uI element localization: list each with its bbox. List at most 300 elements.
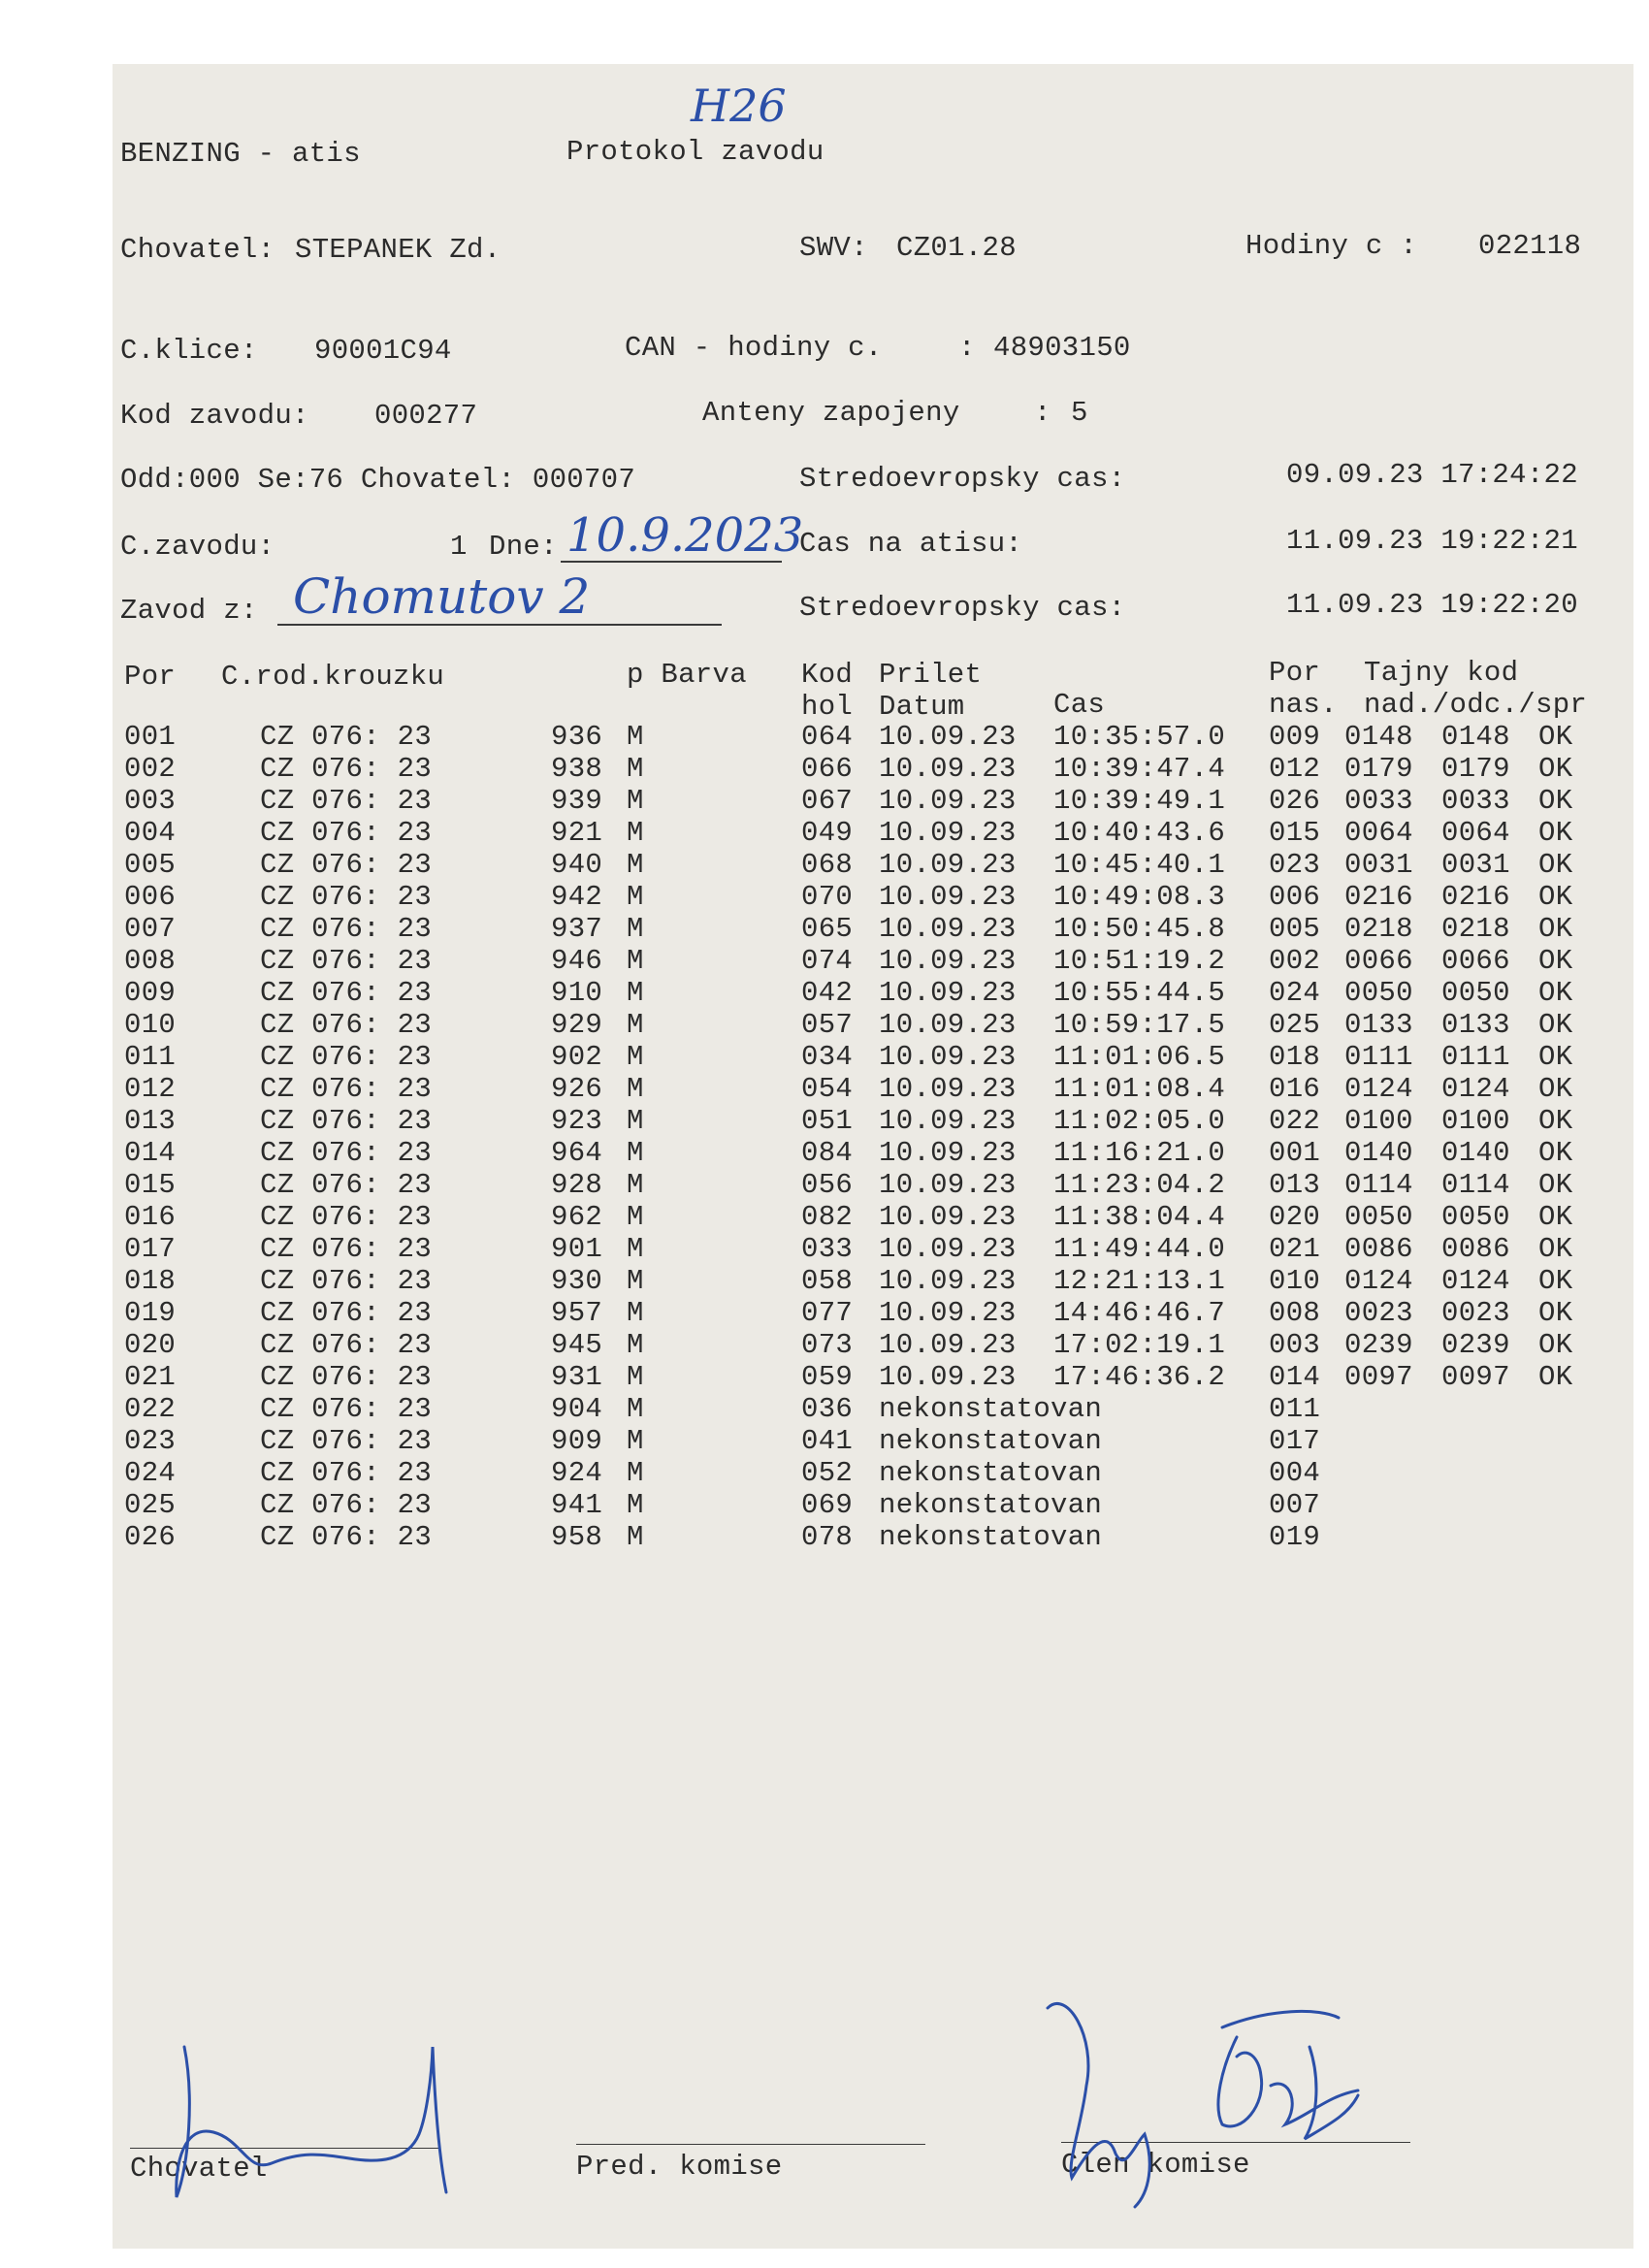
cell-code-nad: 0114	[1344, 1169, 1413, 1201]
cell-code-nad: 0124	[1344, 1073, 1413, 1105]
cell-ring: CZ 076: 23	[260, 785, 433, 817]
cell-ring-number: 924	[551, 1457, 603, 1489]
cell-sex: M	[627, 977, 644, 1009]
cell-sex: M	[627, 1137, 644, 1169]
cell-por: 018	[124, 1265, 177, 1297]
cell-kod-hol: 082	[801, 1201, 854, 1233]
cell-sex: M	[627, 817, 644, 849]
table-row	[0, 915, 1649, 947]
cell-por-nas: 013	[1269, 1169, 1321, 1201]
cell-ring-number: 902	[551, 1041, 603, 1073]
col-header-kod-hol: Kod hol	[801, 659, 854, 723]
date-underline	[561, 561, 782, 563]
cell-code-nad: 0239	[1344, 1329, 1413, 1361]
cell-code-spr: OK	[1538, 785, 1573, 817]
cell-code-odc: 0179	[1441, 753, 1510, 785]
cell-code-odc: 0033	[1441, 785, 1510, 817]
cell-por: 006	[124, 881, 177, 913]
cell-code-spr: OK	[1538, 1009, 1573, 1041]
cell-code-odc: 0114	[1441, 1169, 1510, 1201]
from-label: Zavod z:	[120, 595, 258, 627]
cell-date: nekonstatovan	[879, 1489, 1103, 1521]
document-title: Protokol zavodu	[566, 136, 824, 168]
cell-ring: CZ 076: 23	[260, 1297, 433, 1329]
cell-date: 10.09.23	[879, 1073, 1017, 1105]
cell-ring-number: 931	[551, 1361, 603, 1393]
cell-date: 10.09.23	[879, 977, 1017, 1009]
cell-ring: CZ 076: 23	[260, 1233, 433, 1265]
cell-ring: CZ 076: 23	[260, 1169, 433, 1201]
cell-date: 10.09.23	[879, 881, 1017, 913]
cell-ring: CZ 076: 23	[260, 849, 433, 881]
cell-por: 002	[124, 753, 177, 785]
cell-kod-hol: 041	[801, 1425, 854, 1457]
cell-por: 020	[124, 1329, 177, 1361]
cell-code-nad: 0086	[1344, 1233, 1413, 1265]
cell-time: 10:39:49.1	[1053, 785, 1226, 817]
cell-por-nas: 020	[1269, 1201, 1321, 1233]
cell-date: 10.09.23	[879, 753, 1017, 785]
cell-code-nad: 0066	[1344, 945, 1413, 977]
clock-value: 022118	[1478, 230, 1582, 262]
cell-code-spr: OK	[1538, 1169, 1573, 1201]
cell-sex: M	[627, 785, 644, 817]
cell-por: 021	[124, 1361, 177, 1393]
cell-date: 10.09.23	[879, 1201, 1017, 1233]
cell-ring-number: 938	[551, 753, 603, 785]
cell-ring: CZ 076: 23	[260, 1009, 433, 1041]
table-row	[0, 1427, 1649, 1459]
cell-ring: CZ 076: 23	[260, 1041, 433, 1073]
antennas-value: 5	[1071, 397, 1088, 429]
cell-kod-hol: 067	[801, 785, 854, 817]
cell-code-odc: 0086	[1441, 1233, 1510, 1265]
cell-ring: CZ 076: 23	[260, 817, 433, 849]
cell-kod-hol: 070	[801, 881, 854, 913]
cell-code-spr: OK	[1538, 1297, 1573, 1329]
cell-por-nas: 003	[1269, 1329, 1321, 1361]
cell-ring: CZ 076: 23	[260, 945, 433, 977]
cell-kod-hol: 077	[801, 1297, 854, 1329]
cell-por: 009	[124, 977, 177, 1009]
cell-por: 007	[124, 913, 177, 945]
cell-por-nas: 025	[1269, 1009, 1321, 1041]
cell-kod-hol: 084	[801, 1137, 854, 1169]
cell-date: 10.09.23	[879, 721, 1017, 753]
cell-ring-number: 928	[551, 1169, 603, 1201]
cell-time: 14:46:46.7	[1053, 1297, 1226, 1329]
cell-ring: CZ 076: 23	[260, 1489, 433, 1521]
cell-sex: M	[627, 721, 644, 753]
cell-ring: CZ 076: 23	[260, 1201, 433, 1233]
cell-code-odc: 0239	[1441, 1329, 1510, 1361]
cell-code-spr: OK	[1538, 1265, 1573, 1297]
cell-date: nekonstatovan	[879, 1425, 1103, 1457]
cell-sex: M	[627, 1105, 644, 1137]
cell-code-odc: 0124	[1441, 1073, 1510, 1105]
cell-code-nad: 0033	[1344, 785, 1413, 817]
cell-sex: M	[627, 1265, 644, 1297]
cell-por: 026	[124, 1521, 177, 1553]
race-code-label: Kod zavodu:	[120, 400, 309, 432]
col-header-p-barva: p Barva	[627, 659, 747, 691]
chairman-signature-line	[576, 2144, 925, 2145]
cell-por: 016	[124, 1201, 177, 1233]
cell-kod-hol: 064	[801, 721, 854, 753]
cell-time: 11:02:05.0	[1053, 1105, 1226, 1137]
table-row	[0, 1235, 1649, 1267]
cell-ring: CZ 076: 23	[260, 753, 433, 785]
cell-time: 10:55:44.5	[1053, 977, 1226, 1009]
cell-por: 019	[124, 1297, 177, 1329]
cell-kod-hol: 036	[801, 1393, 854, 1425]
cell-code-nad: 0133	[1344, 1009, 1413, 1041]
cet2-label: Stredoevropsky cas:	[799, 592, 1126, 624]
cell-code-spr: OK	[1538, 1361, 1573, 1393]
cell-date: nekonstatovan	[879, 1393, 1103, 1425]
cell-ring: CZ 076: 23	[260, 1265, 433, 1297]
cell-kod-hol: 056	[801, 1169, 854, 1201]
cell-sex: M	[627, 753, 644, 785]
cell-code-nad: 0031	[1344, 849, 1413, 881]
antennas-label: Anteny zapojeny	[702, 397, 960, 429]
footer-breeder-label: Chovatel	[130, 2153, 268, 2185]
cell-code-spr: OK	[1538, 977, 1573, 1009]
breeder-name: STEPANEK Zd.	[295, 234, 501, 266]
table-row	[0, 723, 1649, 755]
cell-sex: M	[627, 945, 644, 977]
cell-code-spr: OK	[1538, 817, 1573, 849]
cell-sex: M	[627, 1297, 644, 1329]
cell-code-spr: OK	[1538, 1073, 1573, 1105]
cell-por: 013	[124, 1105, 177, 1137]
cell-time: 17:02:19.1	[1053, 1329, 1226, 1361]
cell-kod-hol: 042	[801, 977, 854, 1009]
cell-sex: M	[627, 1169, 644, 1201]
cell-time: 10:40:43.6	[1053, 817, 1226, 849]
cell-por-nas: 002	[1269, 945, 1321, 977]
cell-code-nad: 0111	[1344, 1041, 1413, 1073]
cell-code-odc: 0148	[1441, 721, 1510, 753]
cell-ring: CZ 076: 23	[260, 1361, 433, 1393]
cell-sex: M	[627, 1073, 644, 1105]
cell-code-spr: OK	[1538, 881, 1573, 913]
cell-por-nas: 018	[1269, 1041, 1321, 1073]
cell-code-odc: 0023	[1441, 1297, 1510, 1329]
cell-por-nas: 014	[1269, 1361, 1321, 1393]
cell-date: nekonstatovan	[879, 1521, 1103, 1553]
table-row	[0, 1491, 1649, 1523]
cell-ring-number: 937	[551, 913, 603, 945]
cell-time: 11:01:08.4	[1053, 1073, 1226, 1105]
atis-value: 11.09.23 19:22:21	[1286, 525, 1578, 557]
table-row	[0, 787, 1649, 819]
col-header-por: Por	[124, 661, 177, 693]
cell-kod-hol: 073	[801, 1329, 854, 1361]
cell-sex: M	[627, 1201, 644, 1233]
cell-por-nas: 022	[1269, 1105, 1321, 1137]
cell-por-nas: 016	[1269, 1073, 1321, 1105]
cell-por: 014	[124, 1137, 177, 1169]
cell-date: 10.09.23	[879, 945, 1017, 977]
cell-ring: CZ 076: 23	[260, 1521, 433, 1553]
cell-por: 003	[124, 785, 177, 817]
cell-ring: CZ 076: 23	[260, 1329, 433, 1361]
table-row	[0, 1139, 1649, 1171]
cell-ring-number: 930	[551, 1265, 603, 1297]
table-row	[0, 1363, 1649, 1395]
cell-por-nas: 021	[1269, 1233, 1321, 1265]
table-row	[0, 883, 1649, 915]
cell-kod-hol: 054	[801, 1073, 854, 1105]
col-header-cas: Cas	[1053, 689, 1106, 721]
cell-date: 10.09.23	[879, 1009, 1017, 1041]
cell-sex: M	[627, 1489, 644, 1521]
club-line: Odd:000 Se:76 Chovatel: 000707	[120, 464, 636, 496]
cell-ring-number: 946	[551, 945, 603, 977]
cell-time: 10:51:19.2	[1053, 945, 1226, 977]
cell-date: 10.09.23	[879, 1041, 1017, 1073]
table-row	[0, 1011, 1649, 1043]
cell-time: 12:21:13.1	[1053, 1265, 1226, 1297]
cell-code-nad: 0216	[1344, 881, 1413, 913]
cell-code-odc: 0216	[1441, 881, 1510, 913]
cell-ring-number: 936	[551, 721, 603, 753]
cell-por-nas: 006	[1269, 881, 1321, 913]
cell-date: 10.09.23	[879, 1233, 1017, 1265]
cell-time: 10:39:47.4	[1053, 753, 1226, 785]
cet1-value: 09.09.23 17:24:22	[1286, 459, 1578, 491]
cell-por-nas: 024	[1269, 977, 1321, 1009]
cell-date: 10.09.23	[879, 1169, 1017, 1201]
can-value: 48903150	[993, 332, 1131, 364]
cell-code-spr: OK	[1538, 1329, 1573, 1361]
cell-date: 10.09.23	[879, 1297, 1017, 1329]
atis-label: Cas na atisu:	[799, 528, 1023, 560]
cell-code-odc: 0050	[1441, 977, 1510, 1009]
cell-por-nas: 009	[1269, 721, 1321, 753]
clock-label: Hodiny c :	[1245, 230, 1418, 262]
cell-ring: CZ 076: 23	[260, 1105, 433, 1137]
cell-date: 10.09.23	[879, 817, 1017, 849]
antennas-separator: :	[1034, 397, 1051, 429]
table-row	[0, 1395, 1649, 1427]
cell-time: 11:38:04.4	[1053, 1201, 1226, 1233]
cell-code-odc: 0066	[1441, 945, 1510, 977]
cell-por-nas: 011	[1269, 1393, 1321, 1425]
cell-code-nad: 0064	[1344, 817, 1413, 849]
cell-code-nad: 0097	[1344, 1361, 1413, 1393]
breeder-label: Chovatel:	[120, 234, 275, 266]
cell-ring-number: 940	[551, 849, 603, 881]
col-header-por-nas: Por nas.	[1269, 657, 1338, 721]
cell-code-spr: OK	[1538, 849, 1573, 881]
cell-ring-number: 901	[551, 1233, 603, 1265]
cell-time: 10:50:45.8	[1053, 913, 1226, 945]
cell-ring-number: 910	[551, 977, 603, 1009]
cell-kod-hol: 049	[801, 817, 854, 849]
cell-por: 024	[124, 1457, 177, 1489]
cell-sex: M	[627, 1425, 644, 1457]
cell-por: 022	[124, 1393, 177, 1425]
cell-ring-number: 945	[551, 1329, 603, 1361]
day-label: Dne:	[489, 531, 558, 563]
cell-code-odc: 0124	[1441, 1265, 1510, 1297]
table-row	[0, 979, 1649, 1011]
cell-kod-hol: 033	[801, 1233, 854, 1265]
table-row	[0, 1075, 1649, 1107]
table-row	[0, 819, 1649, 851]
cell-por-nas: 004	[1269, 1457, 1321, 1489]
table-row	[0, 947, 1649, 979]
cell-por-nas: 026	[1269, 785, 1321, 817]
cell-ring-number: 923	[551, 1105, 603, 1137]
cell-por: 004	[124, 817, 177, 849]
cell-kod-hol: 034	[801, 1041, 854, 1073]
cell-por: 015	[124, 1169, 177, 1201]
cell-kod-hol: 074	[801, 945, 854, 977]
cell-por-nas: 007	[1269, 1489, 1321, 1521]
cell-ring-number: 926	[551, 1073, 603, 1105]
cell-code-spr: OK	[1538, 945, 1573, 977]
breeder-signature	[155, 2018, 485, 2212]
swv-value: CZ01.28	[896, 232, 1017, 264]
cell-sex: M	[627, 1393, 644, 1425]
table-row	[0, 1459, 1649, 1491]
cell-ring-number: 921	[551, 817, 603, 849]
cell-kod-hol: 069	[801, 1489, 854, 1521]
cell-ring-number: 964	[551, 1137, 603, 1169]
cell-code-spr: OK	[1538, 753, 1573, 785]
cell-code-odc: 0050	[1441, 1201, 1510, 1233]
cell-date: 10.09.23	[879, 1329, 1017, 1361]
cell-ring: CZ 076: 23	[260, 1393, 433, 1425]
footer-member-label: Clen komise	[1061, 2149, 1250, 2181]
cell-code-odc: 0111	[1441, 1041, 1510, 1073]
cell-code-odc: 0218	[1441, 913, 1510, 945]
cell-ring-number: 957	[551, 1297, 603, 1329]
cet1-label: Stredoevropsky cas:	[799, 463, 1126, 495]
table-row	[0, 755, 1649, 787]
cell-sex: M	[627, 1041, 644, 1073]
col-header-ring: C.rod.krouzku	[221, 661, 445, 693]
cell-ring: CZ 076: 23	[260, 1457, 433, 1489]
cell-por: 001	[124, 721, 177, 753]
cell-ring-number: 939	[551, 785, 603, 817]
race-code-value: 000277	[374, 400, 478, 432]
cell-ring: CZ 076: 23	[260, 881, 433, 913]
can-separator: :	[958, 332, 976, 364]
cell-sex: M	[627, 1329, 644, 1361]
cell-kod-hol: 068	[801, 849, 854, 881]
footer-chairman-label: Pred. komise	[576, 2151, 783, 2183]
key-label: C.klice:	[120, 335, 258, 367]
cell-ring-number: 941	[551, 1489, 603, 1521]
cell-kod-hol: 057	[801, 1009, 854, 1041]
cell-ring-number: 909	[551, 1425, 603, 1457]
cell-time: 10:35:57.0	[1053, 721, 1226, 753]
cell-code-odc: 0100	[1441, 1105, 1510, 1137]
cell-time: 11:23:04.2	[1053, 1169, 1226, 1201]
table-row	[0, 1107, 1649, 1139]
table-row	[0, 1203, 1649, 1235]
cell-ring: CZ 076: 23	[260, 1425, 433, 1457]
table-row	[0, 1331, 1649, 1363]
program-name: BENZING - atis	[120, 138, 361, 170]
cell-por-nas: 015	[1269, 817, 1321, 849]
col-header-prilet-datum: Prilet Datum	[879, 659, 983, 723]
cell-ring-number: 962	[551, 1201, 603, 1233]
handwritten-mark: H26	[691, 80, 787, 132]
cell-code-spr: OK	[1538, 1041, 1573, 1073]
cell-code-odc: 0064	[1441, 817, 1510, 849]
cell-code-spr: OK	[1538, 913, 1573, 945]
cell-ring: CZ 076: 23	[260, 721, 433, 753]
handwritten-date: 10.9.2023	[566, 508, 804, 563]
cell-date: 10.09.23	[879, 785, 1017, 817]
table-row	[0, 851, 1649, 883]
cell-time: 10:49:08.3	[1053, 881, 1226, 913]
cell-kod-hol: 051	[801, 1105, 854, 1137]
cell-date: 10.09.23	[879, 1137, 1017, 1169]
cell-ring-number: 904	[551, 1393, 603, 1425]
cet2-value: 11.09.23 19:22:20	[1286, 589, 1578, 621]
cell-code-odc: 0097	[1441, 1361, 1510, 1393]
cell-kod-hol: 065	[801, 913, 854, 945]
cell-code-nad: 0148	[1344, 721, 1413, 753]
cell-code-spr: OK	[1538, 1201, 1573, 1233]
table-row	[0, 1043, 1649, 1075]
cell-code-odc: 0133	[1441, 1009, 1510, 1041]
cell-ring: CZ 076: 23	[260, 913, 433, 945]
cell-time: 11:01:06.5	[1053, 1041, 1226, 1073]
cell-sex: M	[627, 1521, 644, 1553]
cell-por: 025	[124, 1489, 177, 1521]
handwritten-place: Chomutov 2	[293, 568, 591, 625]
cell-date: nekonstatovan	[879, 1457, 1103, 1489]
table-row	[0, 1299, 1649, 1331]
table-row	[0, 1523, 1649, 1555]
cell-code-nad: 0100	[1344, 1105, 1413, 1137]
cell-sex: M	[627, 1457, 644, 1489]
cell-date: 10.09.23	[879, 1361, 1017, 1393]
cell-por-nas: 008	[1269, 1297, 1321, 1329]
cell-date: 10.09.23	[879, 913, 1017, 945]
cell-time: 10:59:17.5	[1053, 1009, 1226, 1041]
cell-sex: M	[627, 849, 644, 881]
cell-ring: CZ 076: 23	[260, 1073, 433, 1105]
cell-time: 11:49:44.0	[1053, 1233, 1226, 1265]
cell-por-nas: 001	[1269, 1137, 1321, 1169]
cell-por: 010	[124, 1009, 177, 1041]
cell-por: 005	[124, 849, 177, 881]
cell-por-nas: 017	[1269, 1425, 1321, 1457]
cell-code-nad: 0140	[1344, 1137, 1413, 1169]
cell-por-nas: 010	[1269, 1265, 1321, 1297]
member-signature	[1028, 1979, 1377, 2212]
cell-kod-hol: 058	[801, 1265, 854, 1297]
cell-ring-number: 942	[551, 881, 603, 913]
cell-kod-hol: 078	[801, 1521, 854, 1553]
cell-por-nas: 019	[1269, 1521, 1321, 1553]
cell-time: 10:45:40.1	[1053, 849, 1226, 881]
cell-por-nas: 023	[1269, 849, 1321, 881]
cell-por: 023	[124, 1425, 177, 1457]
cell-code-nad: 0124	[1344, 1265, 1413, 1297]
cell-code-spr: OK	[1538, 1233, 1573, 1265]
cell-sex: M	[627, 1233, 644, 1265]
cell-date: 10.09.23	[879, 1105, 1017, 1137]
